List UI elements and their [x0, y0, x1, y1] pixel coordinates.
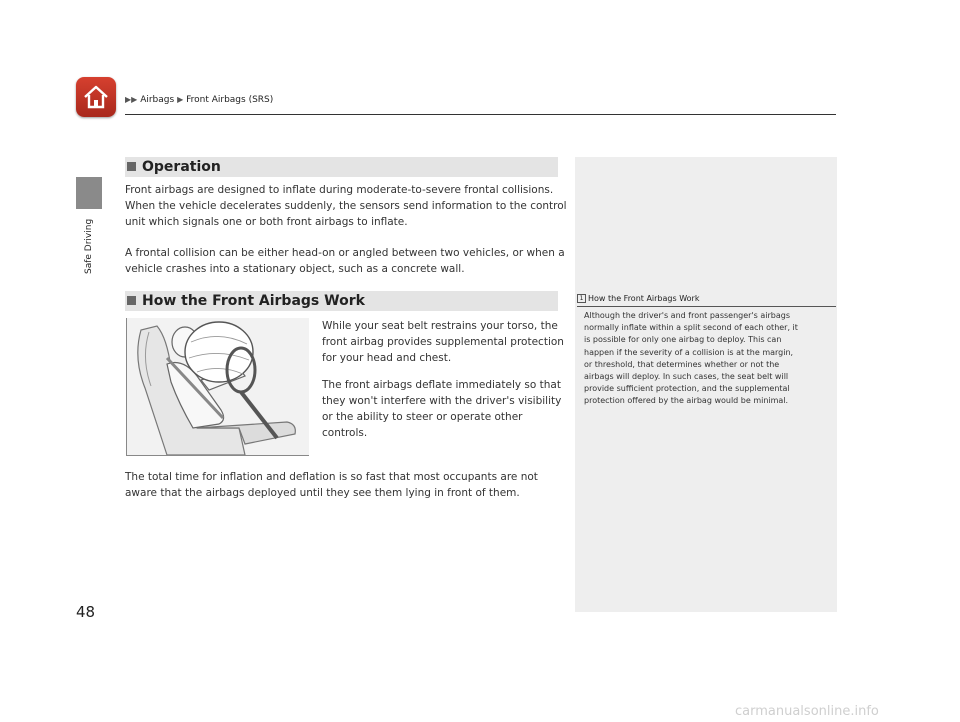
breadcrumb-arrow-icon: ▶▶	[125, 95, 138, 104]
text-line: they won't interfere with the driver's visibility	[322, 395, 562, 407]
section-header-how-airbags-work	[125, 291, 558, 311]
text-line: or the ability to steer or operate other	[322, 411, 523, 423]
airbag-deployment-image	[127, 318, 309, 455]
note-line: protection offered by the airbag would be minimal.	[584, 396, 789, 406]
text-line: controls.	[322, 427, 368, 439]
chapter-label: Safe Driving	[84, 218, 94, 274]
breadcrumb	[125, 95, 273, 105]
chapter-tab[interactable]	[76, 177, 102, 209]
header-divider	[125, 114, 836, 115]
section-square-icon	[127, 162, 136, 171]
breadcrumb-item[interactable]: Airbags	[140, 95, 175, 105]
note-title	[577, 294, 699, 303]
note-line: or threshold, that determines whether or not the	[584, 359, 780, 369]
text-line: When the vehicle decelerates suddenly, the sensors send information to the control	[125, 200, 567, 212]
text-line: Front airbags are designed to inflate during moderate-to-severe frontal collisions.	[125, 184, 554, 196]
text-line: unit which signals one or both front airbags to inflate.	[125, 216, 408, 228]
home-button[interactable]	[76, 77, 116, 117]
text-line: A frontal collision can be either head-on or angled between two vehicles, or when a	[125, 247, 565, 259]
section-square-icon	[127, 296, 136, 305]
how-airbags-work-paragraph	[125, 469, 538, 501]
note-line: normally inflate within a split second of each other, it	[584, 323, 798, 333]
text-line: for your head and chest.	[322, 352, 452, 364]
watermark: carmanualsonline.info	[735, 704, 879, 719]
text-line: The total time for inflation and deflation is so fast that most occupants are not	[125, 471, 538, 483]
note-line: provide sufficient protection, and the supplemental	[584, 384, 790, 394]
how-airbags-work-paragraph	[322, 318, 564, 366]
breadcrumb-item[interactable]: Front Airbags (SRS)	[186, 95, 274, 105]
note-marker: 1	[577, 294, 586, 303]
note-title-text: How the Front Airbags Work	[588, 294, 700, 303]
section-header-operation	[125, 157, 558, 177]
text-line: While your seat belt restrains your torso, the	[322, 320, 558, 332]
section-title: How the Front Airbags Work	[142, 293, 365, 309]
operation-paragraph	[125, 245, 565, 277]
section-title: Operation	[142, 159, 221, 175]
airbag-illustration	[126, 318, 309, 456]
breadcrumb-arrow-icon: ▶	[177, 95, 184, 104]
text-line: The front airbags deflate immediately so that	[322, 379, 561, 391]
page-number: 48	[76, 603, 96, 621]
home-icon	[82, 83, 110, 111]
note-divider	[577, 306, 836, 307]
note-line: airbags will deploy. In such cases, the seat belt will	[584, 372, 789, 382]
note-line: happen if the severity of a collision is at the margin,	[584, 347, 794, 357]
note-body	[584, 310, 834, 408]
note-line: is possible for only one airbag to deploy. This can	[584, 335, 782, 345]
text-line: front airbag provides supplemental protection	[322, 336, 564, 348]
text-line: vehicle crashes into a stationary object, such as a concrete wall.	[125, 263, 465, 275]
text-line: aware that the airbags deployed until they see them lying in front of them.	[125, 487, 520, 499]
how-airbags-work-paragraph	[322, 377, 561, 441]
note-line: Although the driver's and front passenger's airbags	[584, 311, 790, 320]
operation-paragraph	[125, 182, 567, 230]
